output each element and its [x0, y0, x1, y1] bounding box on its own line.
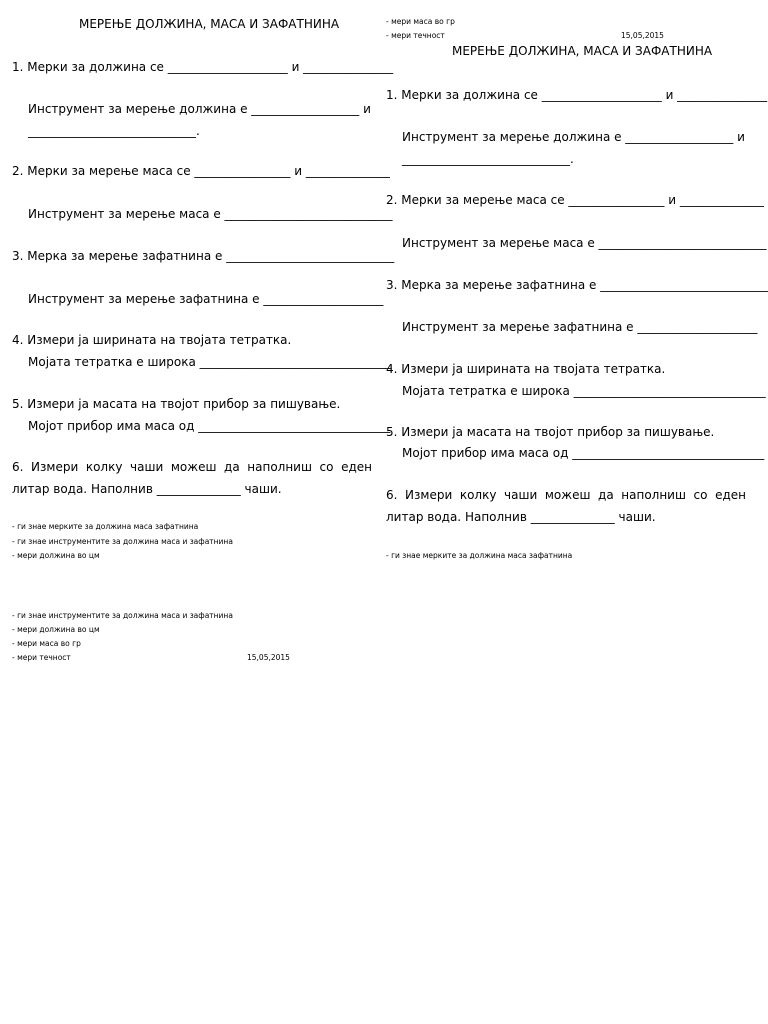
question-6-line-2: литар вода. Наполнив ______________ чаши. [12, 482, 282, 496]
question-5: 5. Измери ја масата на твојот прибор за пишување. [12, 397, 341, 411]
question-1-instrument-cont: ____________________________. [28, 124, 200, 138]
question-5-answer: Мојот прибор има маса од ________________________________ [28, 419, 391, 433]
question-3: 3. Мерка за мерење зафатнина е ____________________________ [12, 249, 395, 263]
question-4: 4. Измери ја ширината на твојата тетратка. [12, 333, 292, 347]
note-1: - ги знае мерките за должина маса зафатнина [386, 551, 573, 560]
question-5: 5. Измери ја масата на твојот прибор за пишување. [386, 425, 715, 439]
question-1: 1. Мерки за должина се ____________________ и _______________ [12, 60, 394, 74]
question-3-instrument: Инструмент за мерење зафатнина е ____________________ [402, 320, 758, 334]
note-5: - мери должина во цм [12, 625, 100, 634]
top-note-2: - мери течност [386, 31, 445, 40]
note-2: - ги знае инструментите за должина маса и зафатнина [12, 537, 233, 546]
worksheet-title: МЕРЕЊЕ ДОЛЖИНА, МАСА И ЗАФАТНИНА [452, 44, 713, 58]
top-note-1: - мери маса во гр [386, 17, 455, 26]
question-3: 3. Мерка за мерење зафатнина е ____________________________ [386, 278, 768, 292]
note-4: - ги знае инструментите за должина маса и зафатнина [12, 611, 233, 620]
note-6: - мери маса во гр [12, 639, 81, 648]
question-6-line-1: 6. Измери колку чаши можеш да наполниш со еден [12, 460, 372, 474]
question-4-answer: Мојата тетратка е широка ________________________________ [28, 355, 392, 369]
question-1-instrument: Инструмент за мерење должина е __________________ и [28, 102, 371, 116]
question-4-answer: Мојата тетратка е широка ________________________________ [402, 384, 766, 398]
worksheet-title: МЕРЕЊЕ ДОЛЖИНА, МАСА И ЗАФАТНИНА [79, 17, 340, 31]
question-1: 1. Мерки за должина се ____________________ и _______________ [386, 88, 768, 102]
question-4: 4. Измери ја ширината на твојата тетратка. [386, 362, 666, 376]
note-1: - ги знае мерките за должина маса зафатнина [12, 522, 199, 531]
top-date-label: 15,05,2015 [621, 31, 664, 40]
date-label: 15,05,2015 [247, 653, 290, 662]
note-7: - мери течност [12, 653, 71, 662]
question-5-answer: Мојот прибор има маса од ________________________________ [402, 446, 765, 460]
question-1-instrument-cont: ____________________________. [402, 152, 574, 166]
question-2-instrument: Инструмент за мерење маса е ____________________________ [402, 236, 767, 250]
question-6-line-2: литар вода. Наполнив ______________ чаши. [386, 510, 656, 524]
question-3-instrument: Инструмент за мерење зафатнина е ____________________ [28, 292, 384, 306]
question-2: 2. Мерки за мерење маса се ________________ и ______________ [12, 164, 390, 178]
question-2: 2. Мерки за мерење маса се ________________ и ______________ [386, 193, 764, 207]
question-6-line-1: 6. Измери колку чаши можеш да наполниш со еден [386, 488, 746, 502]
question-2-instrument: Инструмент за мерење маса е ____________________________ [28, 207, 393, 221]
note-3: - мери должина во цм [12, 551, 100, 560]
question-1-instrument: Инструмент за мерење должина е __________________ и [402, 130, 745, 144]
